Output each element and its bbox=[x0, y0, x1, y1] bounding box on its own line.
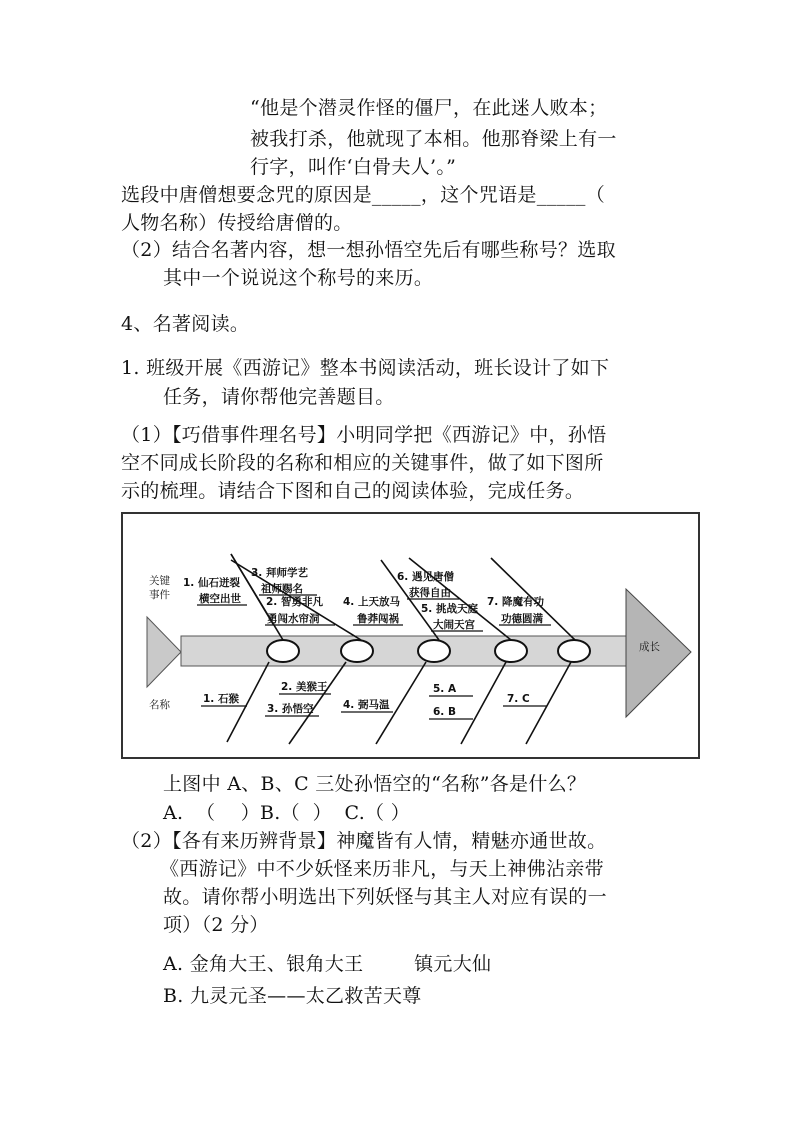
q4-heading: 4、名著阅读。 bbox=[121, 313, 250, 335]
q4-intro-line-2: 任务，请你帮他完善题目。 bbox=[163, 386, 395, 408]
name-7: 7. C bbox=[507, 693, 530, 705]
q4-task2-line-1: （2）【各有来历辨背景】神魔皆有人情，精魅亦通世故。 bbox=[121, 830, 607, 852]
joint-4 bbox=[495, 640, 527, 662]
q4-task1-line-1: （1）【巧借事件理名号】小明同学把《西游记》中，孙悟 bbox=[121, 424, 607, 446]
head-label: 成长 bbox=[639, 641, 660, 653]
joint-1 bbox=[267, 640, 299, 662]
label-events-1: 关键 bbox=[149, 575, 170, 587]
event-5-line-2: 大闹天宫 bbox=[433, 619, 475, 631]
event-4-line-1: 4. 上天放马 bbox=[343, 596, 400, 608]
q3-sub2-line-1: （2）结合名著内容，想一想孙悟空先后有哪些称号？选取 bbox=[121, 239, 616, 261]
name-4: 4. 弼马温 bbox=[343, 699, 390, 711]
q4-task1-line-2: 空不同成长阶段的名称和相应的关键事件，做了如下图所 bbox=[121, 452, 604, 474]
event-1-line-2: 横空出世 bbox=[199, 593, 241, 605]
joint-5 bbox=[558, 640, 590, 662]
q4-task2-line-3: 故。请你帮小明选出下列妖怪与其主人对应有误的一 bbox=[163, 886, 607, 908]
option-b: B. 九灵元圣——太乙救苦天尊 bbox=[163, 985, 422, 1007]
event-3-line-2: 祖师赐名 bbox=[261, 583, 303, 595]
label-events-2: 事件 bbox=[149, 589, 170, 601]
name-2: 2. 美猴王 bbox=[281, 681, 328, 693]
event-2-line-1: 2. 智勇非凡 bbox=[266, 596, 323, 608]
event-7-line-1: 7. 降魔有功 bbox=[487, 596, 544, 608]
q4-abc-question: 上图中 A、B、C 三处孙悟空的“名称”各是什么？ bbox=[163, 773, 587, 795]
event-2-line-2: 勇闯水帘洞 bbox=[267, 613, 320, 625]
option-a: A. 金角大王、银角大王 镇元大仙 bbox=[163, 953, 492, 975]
quote-line-1: “他是个潜灵作怪的僵尸，在此迷人败本； bbox=[250, 97, 608, 119]
name-6: 6. B bbox=[433, 706, 456, 718]
event-7-line-2: 功德圆满 bbox=[501, 613, 543, 625]
q3-line-1: 选段中唐僧想要念咒的原因是_____，这个咒语是_____（ bbox=[121, 184, 606, 206]
event-6-line-1: 6. 遇见唐僧 bbox=[397, 571, 454, 583]
joint-3 bbox=[418, 640, 450, 662]
name-3: 3. 孙悟空 bbox=[267, 703, 314, 715]
quote-line-2: 被我打杀，他就现了本相。他那脊梁上有一 bbox=[250, 128, 617, 150]
fishbone-diagram bbox=[121, 512, 701, 760]
q4-task1-line-3: 示的梳理。请结合下图和自己的阅读体验，完成任务。 bbox=[121, 480, 585, 502]
event-6-line-2: 获得自由 bbox=[409, 587, 451, 599]
joint-2 bbox=[341, 640, 373, 662]
event-4-line-2: 鲁莽闯祸 bbox=[357, 613, 399, 625]
q4-abc-answers: A. （ ）B.（ ） C.（ ） bbox=[163, 802, 410, 824]
label-names: 名称 bbox=[149, 699, 170, 711]
event-5-line-1: 5. 挑战天庭 bbox=[421, 603, 478, 615]
quote-line-3: 行字，叫作‘白骨夫人’。” bbox=[250, 156, 457, 178]
name-5: 5. A bbox=[433, 683, 457, 695]
event-1-line-1: 1. 仙石迸裂 bbox=[183, 577, 240, 589]
q4-task2-line-4: 项）（2 分） bbox=[163, 914, 269, 936]
event-3-line-1: 3. 拜师学艺 bbox=[251, 567, 308, 579]
q4-task2-line-2: 《西游记》中不少妖怪来历非凡，与天上神佛沾亲带 bbox=[160, 858, 604, 880]
q4-intro-line-1: 1. 班级开展《西游记》整本书阅读活动，班长设计了如下 bbox=[121, 357, 610, 379]
q3-sub2-line-2: 其中一个说说这个称号的来历。 bbox=[163, 267, 434, 289]
q3-line-2: 人物名称）传授给唐僧的。 bbox=[121, 212, 353, 234]
name-1: 1. 石猴 bbox=[203, 693, 239, 705]
